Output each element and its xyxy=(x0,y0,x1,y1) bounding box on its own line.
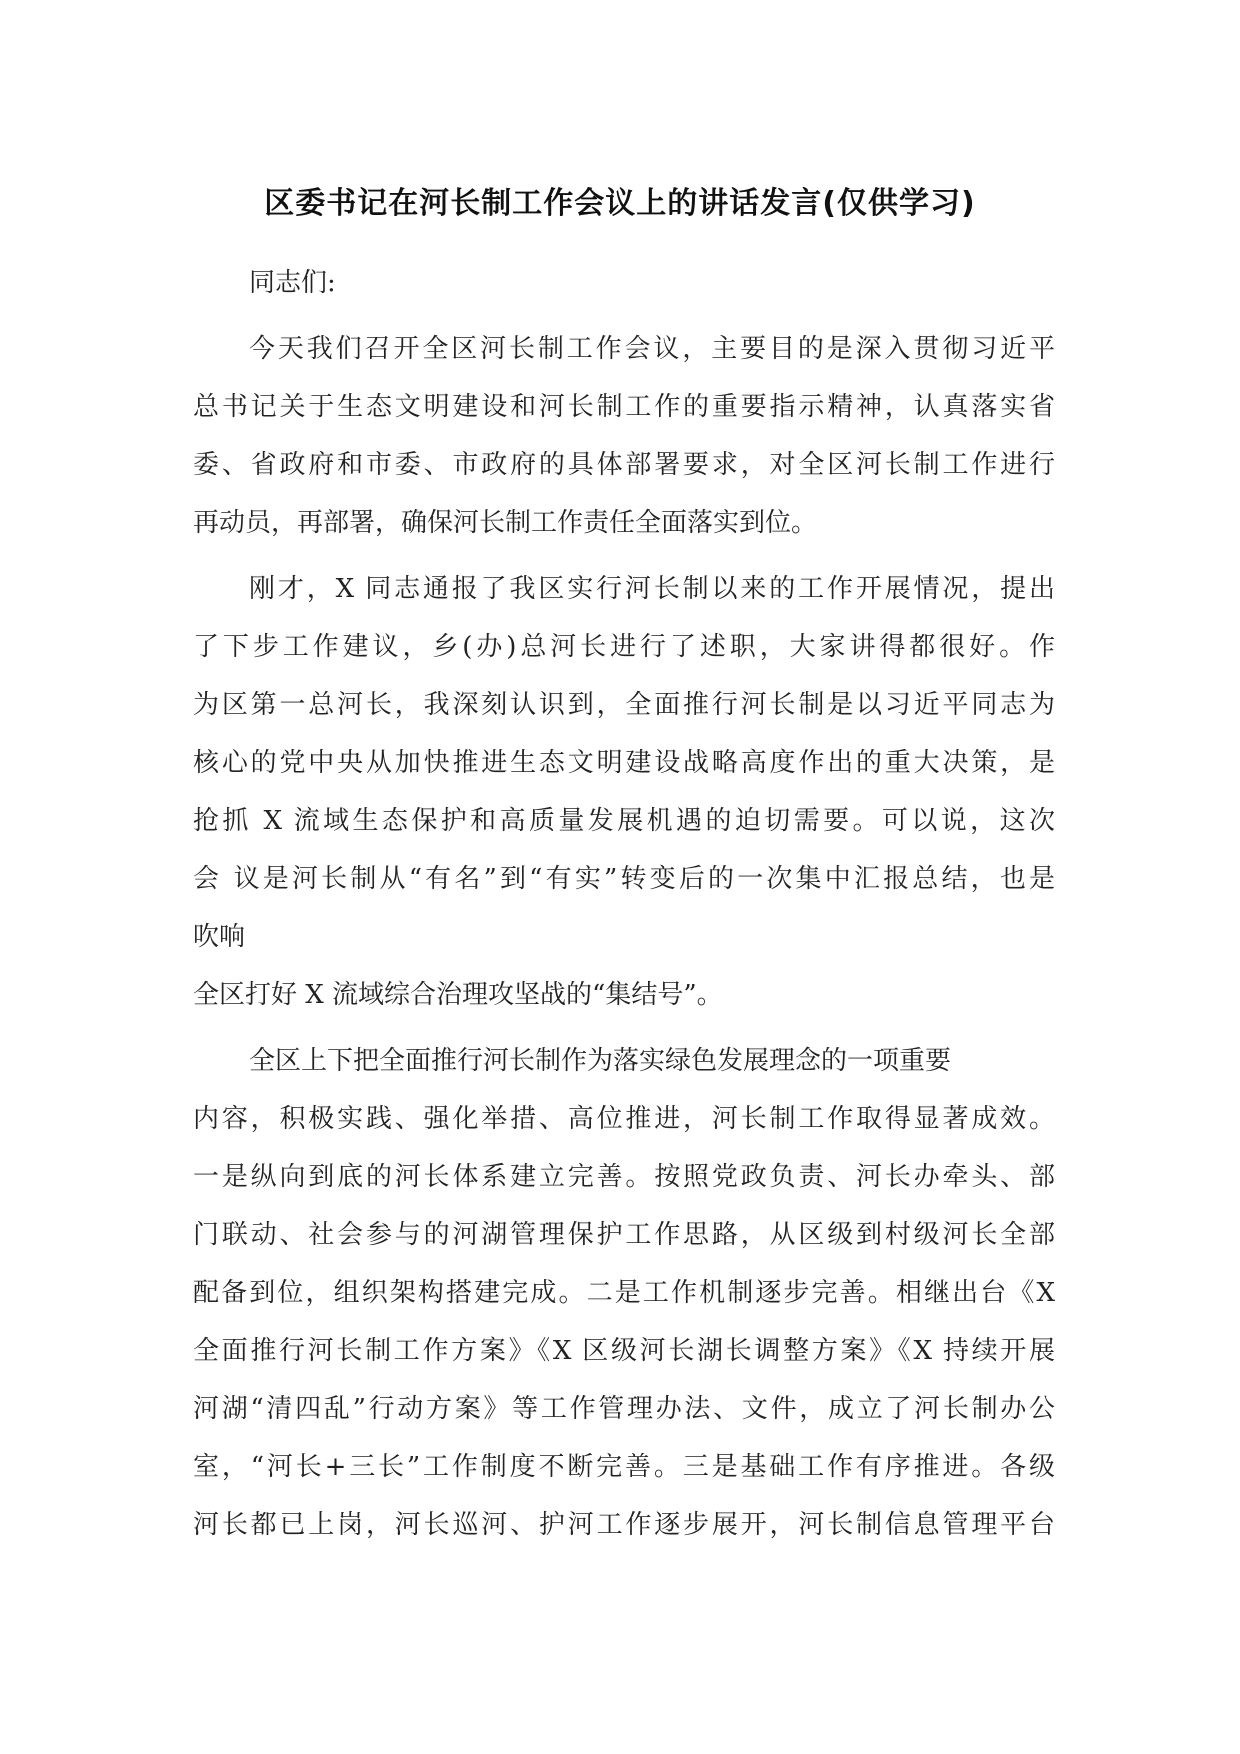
paragraph-1-line-3: 委、省政府和市委、市政府的具体部署要求，对全区河长制工作进行 xyxy=(193,450,1055,480)
paragraph-2-line-3: 为区第一总河长，我深刻认识到，全面推行河长制是以习近平同志为 xyxy=(193,690,1055,720)
paragraph-1-line-1: 今天我们召开全区河长制工作会议，主要目的是深入贯彻习近平 xyxy=(249,334,1055,364)
paragraph-3-line-5: 配备到位，组织架构搭建完成。二是工作机制逐步完善。相继出台《X xyxy=(193,1278,1055,1308)
paragraph-2-line-7: 吹响 xyxy=(193,922,246,952)
paragraph-2-line-6: 会 议是河长制从“有名”到“有实”转变后的一次集中汇报总结，也是 xyxy=(193,864,1055,894)
paragraph-3-line-9: 河长都已上岗，河长巡河、护河工作逐步展开，河长制信息管理平台 xyxy=(193,1510,1055,1540)
paragraph-3-line-2: 内容，积极实践、强化举措、高位推进，河长制工作取得显著成效。 xyxy=(193,1104,1055,1134)
paragraph-3-line-1: 全区上下把全面推行河长制作为落实绿色发展理念的一项重要 xyxy=(249,1046,952,1076)
paragraph-3-line-8: 室，“河长+三长”工作制度不断完善。三是基础工作有序推进。各级 xyxy=(193,1452,1055,1482)
page-title: 区委书记在河长制工作会议上的讲话发言(仅供学习) xyxy=(264,186,976,221)
paragraph-3-line-7: 河湖“清四乱”行动方案》等工作管理办法、文件，成立了河长制办公 xyxy=(193,1394,1055,1424)
paragraph-1-line-2: 总书记关于生态文明建设和河长制工作的重要指示精神，认真落实省 xyxy=(193,392,1055,422)
paragraph-3-line-6: 全面推行河长制工作方案》《X 区级河长湖长调整方案》《X 持续开展 xyxy=(193,1336,1055,1366)
paragraph-1-line-4: 再动员，再部署，确保河长制工作责任全面落实到位。 xyxy=(193,508,818,538)
paragraph-3-line-3: 一是纵向到底的河长体系建立完善。按照党政负责、河长办牵头、部 xyxy=(193,1162,1055,1192)
paragraph-2-line-5: 抢抓 X 流域生态保护和高质量发展机遇的迫切需要。可以说，这次 xyxy=(193,806,1055,836)
paragraph-3-line-4: 门联动、社会参与的河湖管理保护工作思路，从区级到村级河长全部 xyxy=(193,1220,1055,1250)
salutation: 同志们: xyxy=(249,268,336,298)
paragraph-2-line-4: 核心的党中央从加快推进生态文明建设战略高度作出的重大决策，是 xyxy=(193,748,1055,778)
document-body xyxy=(193,254,1055,1554)
paragraph-2-line-1: 刚才，X 同志通报了我区实行河长制以来的工作开展情况，提出 xyxy=(249,574,1055,604)
paragraph-2-line-8: 全区打好 X 流域综合治理攻坚战的“集结号”。 xyxy=(193,980,723,1010)
paragraph-2-line-2: 了下步工作建议，乡(办)总河长进行了述职，大家讲得都很好。作 xyxy=(193,632,1055,662)
